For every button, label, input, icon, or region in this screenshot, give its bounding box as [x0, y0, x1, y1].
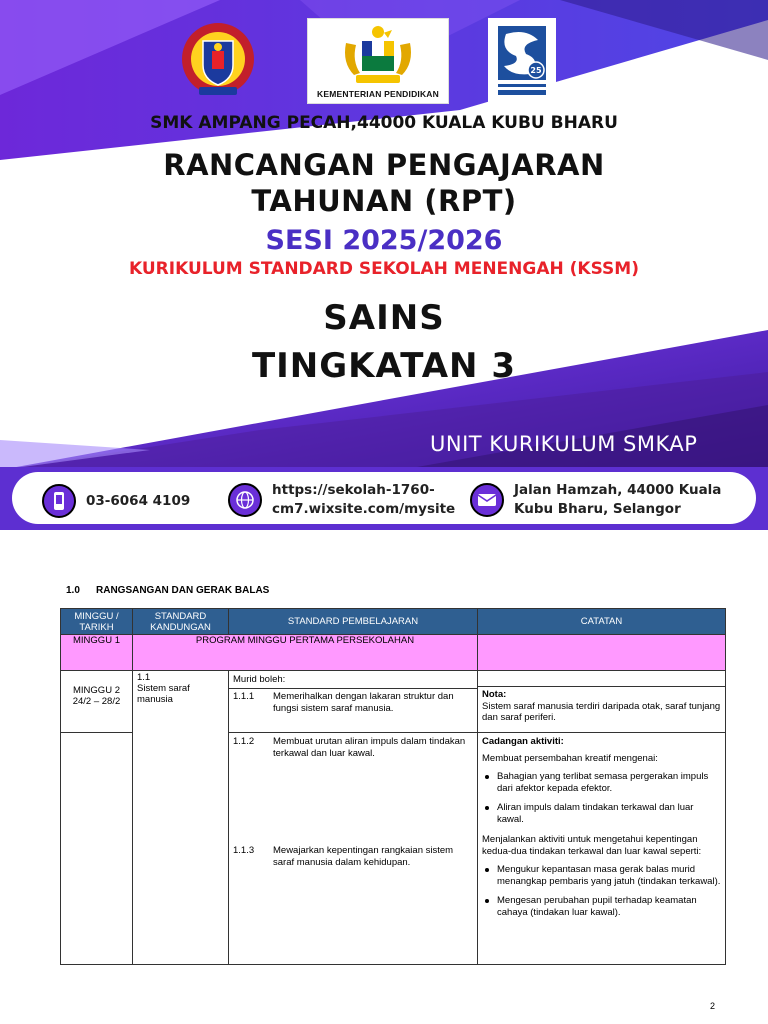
mail-icon: [470, 483, 504, 517]
kpm-logo: [307, 18, 449, 104]
contact-phone: [42, 484, 190, 518]
school-crest-icon: [179, 19, 257, 103]
contact-address: [470, 481, 721, 519]
week-cell: MINGGU 2 24/2 – 28/2: [61, 671, 133, 733]
rpt-table: [60, 608, 726, 965]
website-line-1: https://sekolah-1760-: [272, 482, 435, 498]
subject-title: SAINS: [323, 298, 445, 338]
activity2-list: [482, 864, 721, 919]
phone-number: 03-6064 4109: [86, 492, 191, 509]
list-item: Mengukur kepantasan masa gerak balas murid menangkap pembaris yang jatuh (tindakan terkawal).: [482, 864, 721, 888]
school-crest: [178, 18, 258, 104]
activity-list: [482, 771, 721, 826]
table-row: [61, 671, 726, 733]
table-header-row: [61, 609, 726, 635]
curriculum-label: KURIKULUM STANDARD SEKOLAH MENENGAH (KSSM): [129, 259, 639, 279]
learning-standard-cell: [229, 733, 478, 965]
list-item: Aliran impuls dalam tindakan terkawal dan luar kawal.: [482, 802, 721, 826]
activity-intro: Membuat persembahan kreatif mengenai:: [482, 753, 658, 764]
empty-cell: [478, 635, 726, 671]
header-learning-standard: STANDARD PEMBELAJARAN: [229, 609, 478, 635]
section-name: RANGSANGAN DAN GERAK BALAS: [96, 585, 270, 596]
sp-item: 1.1.3 Mewajarkan kepentingan rangkaian sistem saraf manusia dalam kehidupan.: [233, 845, 454, 868]
note-text: Sistem saraf manusia terdiri daripada otak, saraf tunjang dan saraf periferi.: [482, 700, 721, 723]
sp-item: 1.1.2 Membuat urutan aliran impuls dalam tindakan terkawal dan luar kawal.: [233, 736, 466, 759]
globe-icon: [228, 483, 262, 517]
activity-title: Cadangan aktiviti:: [482, 736, 564, 747]
unit-label: UNIT KURIKULUM SMKAP: [430, 432, 698, 456]
week-cell: [61, 733, 133, 965]
address-line-2: Kubu Bharu, Selangor: [514, 501, 681, 517]
sbp-25-logo-icon: [490, 20, 554, 102]
school-address-line: SMK AMPANG PECAH,44000 KUALA KUBU BHARU: [150, 113, 618, 133]
phone-icon: [42, 484, 76, 518]
page-number: 2: [710, 1001, 716, 1011]
header-notes: CATATAN: [478, 609, 726, 635]
note-title: Nota:: [482, 689, 507, 700]
title-line-2: TAHUNAN (RPT): [251, 184, 517, 218]
week-cell: MINGGU 1: [61, 635, 133, 671]
activity2-intro: Menjalankan aktiviti untuk mengetahui kepentingan kedua-dua tindakan terkawal dan luar kawal seperti:: [482, 834, 702, 857]
form-title: TINGKATAN 3: [251, 346, 517, 386]
sbp-logo: [488, 18, 556, 104]
sp-item: 1.1.1 Memerihalkan dengan lakaran struktur dan fungsi sistem saraf manusia.: [233, 691, 454, 714]
session-label: SESI 2025/2026: [265, 225, 503, 256]
notes-cell: [478, 733, 726, 965]
address-line-1: Jalan Hamzah, 44000 Kuala: [514, 482, 722, 498]
header-content-standard: STANDARD KANDUNGAN: [133, 609, 229, 635]
svg-text:25: 25: [530, 66, 542, 75]
contact-website: [228, 481, 455, 519]
intro-text: Murid boleh:: [229, 671, 477, 689]
malaysia-coat-of-arms-icon: [338, 23, 418, 87]
content-standard-cell: 1.1 Sistem saraf manusia: [133, 671, 229, 965]
title-line-1: RANCANGAN PENGAJARAN: [163, 148, 605, 182]
learning-standard-cell: [229, 671, 478, 733]
header-week: MINGGU / TARIKH: [61, 609, 133, 635]
kpm-text: KEMENTERIAN PENDIDIKAN: [317, 89, 439, 99]
notes-cell: [478, 671, 726, 733]
list-item: Mengesan perubahan pupil terhadap keamatan cahaya (tindakan luar kawal).: [482, 895, 721, 919]
section-number: 1.0: [66, 585, 80, 596]
list-item: Bahagian yang terlibat semasa pergerakan impuls dari afektor kepada efektor.: [482, 771, 721, 795]
section-title: [66, 585, 269, 596]
website-line-2: cm7.wixsite.com/mysite: [272, 501, 456, 517]
program-cell: PROGRAM MINGGU PERTAMA PERSEKOLAHAN: [133, 635, 478, 671]
table-row: [61, 635, 726, 671]
